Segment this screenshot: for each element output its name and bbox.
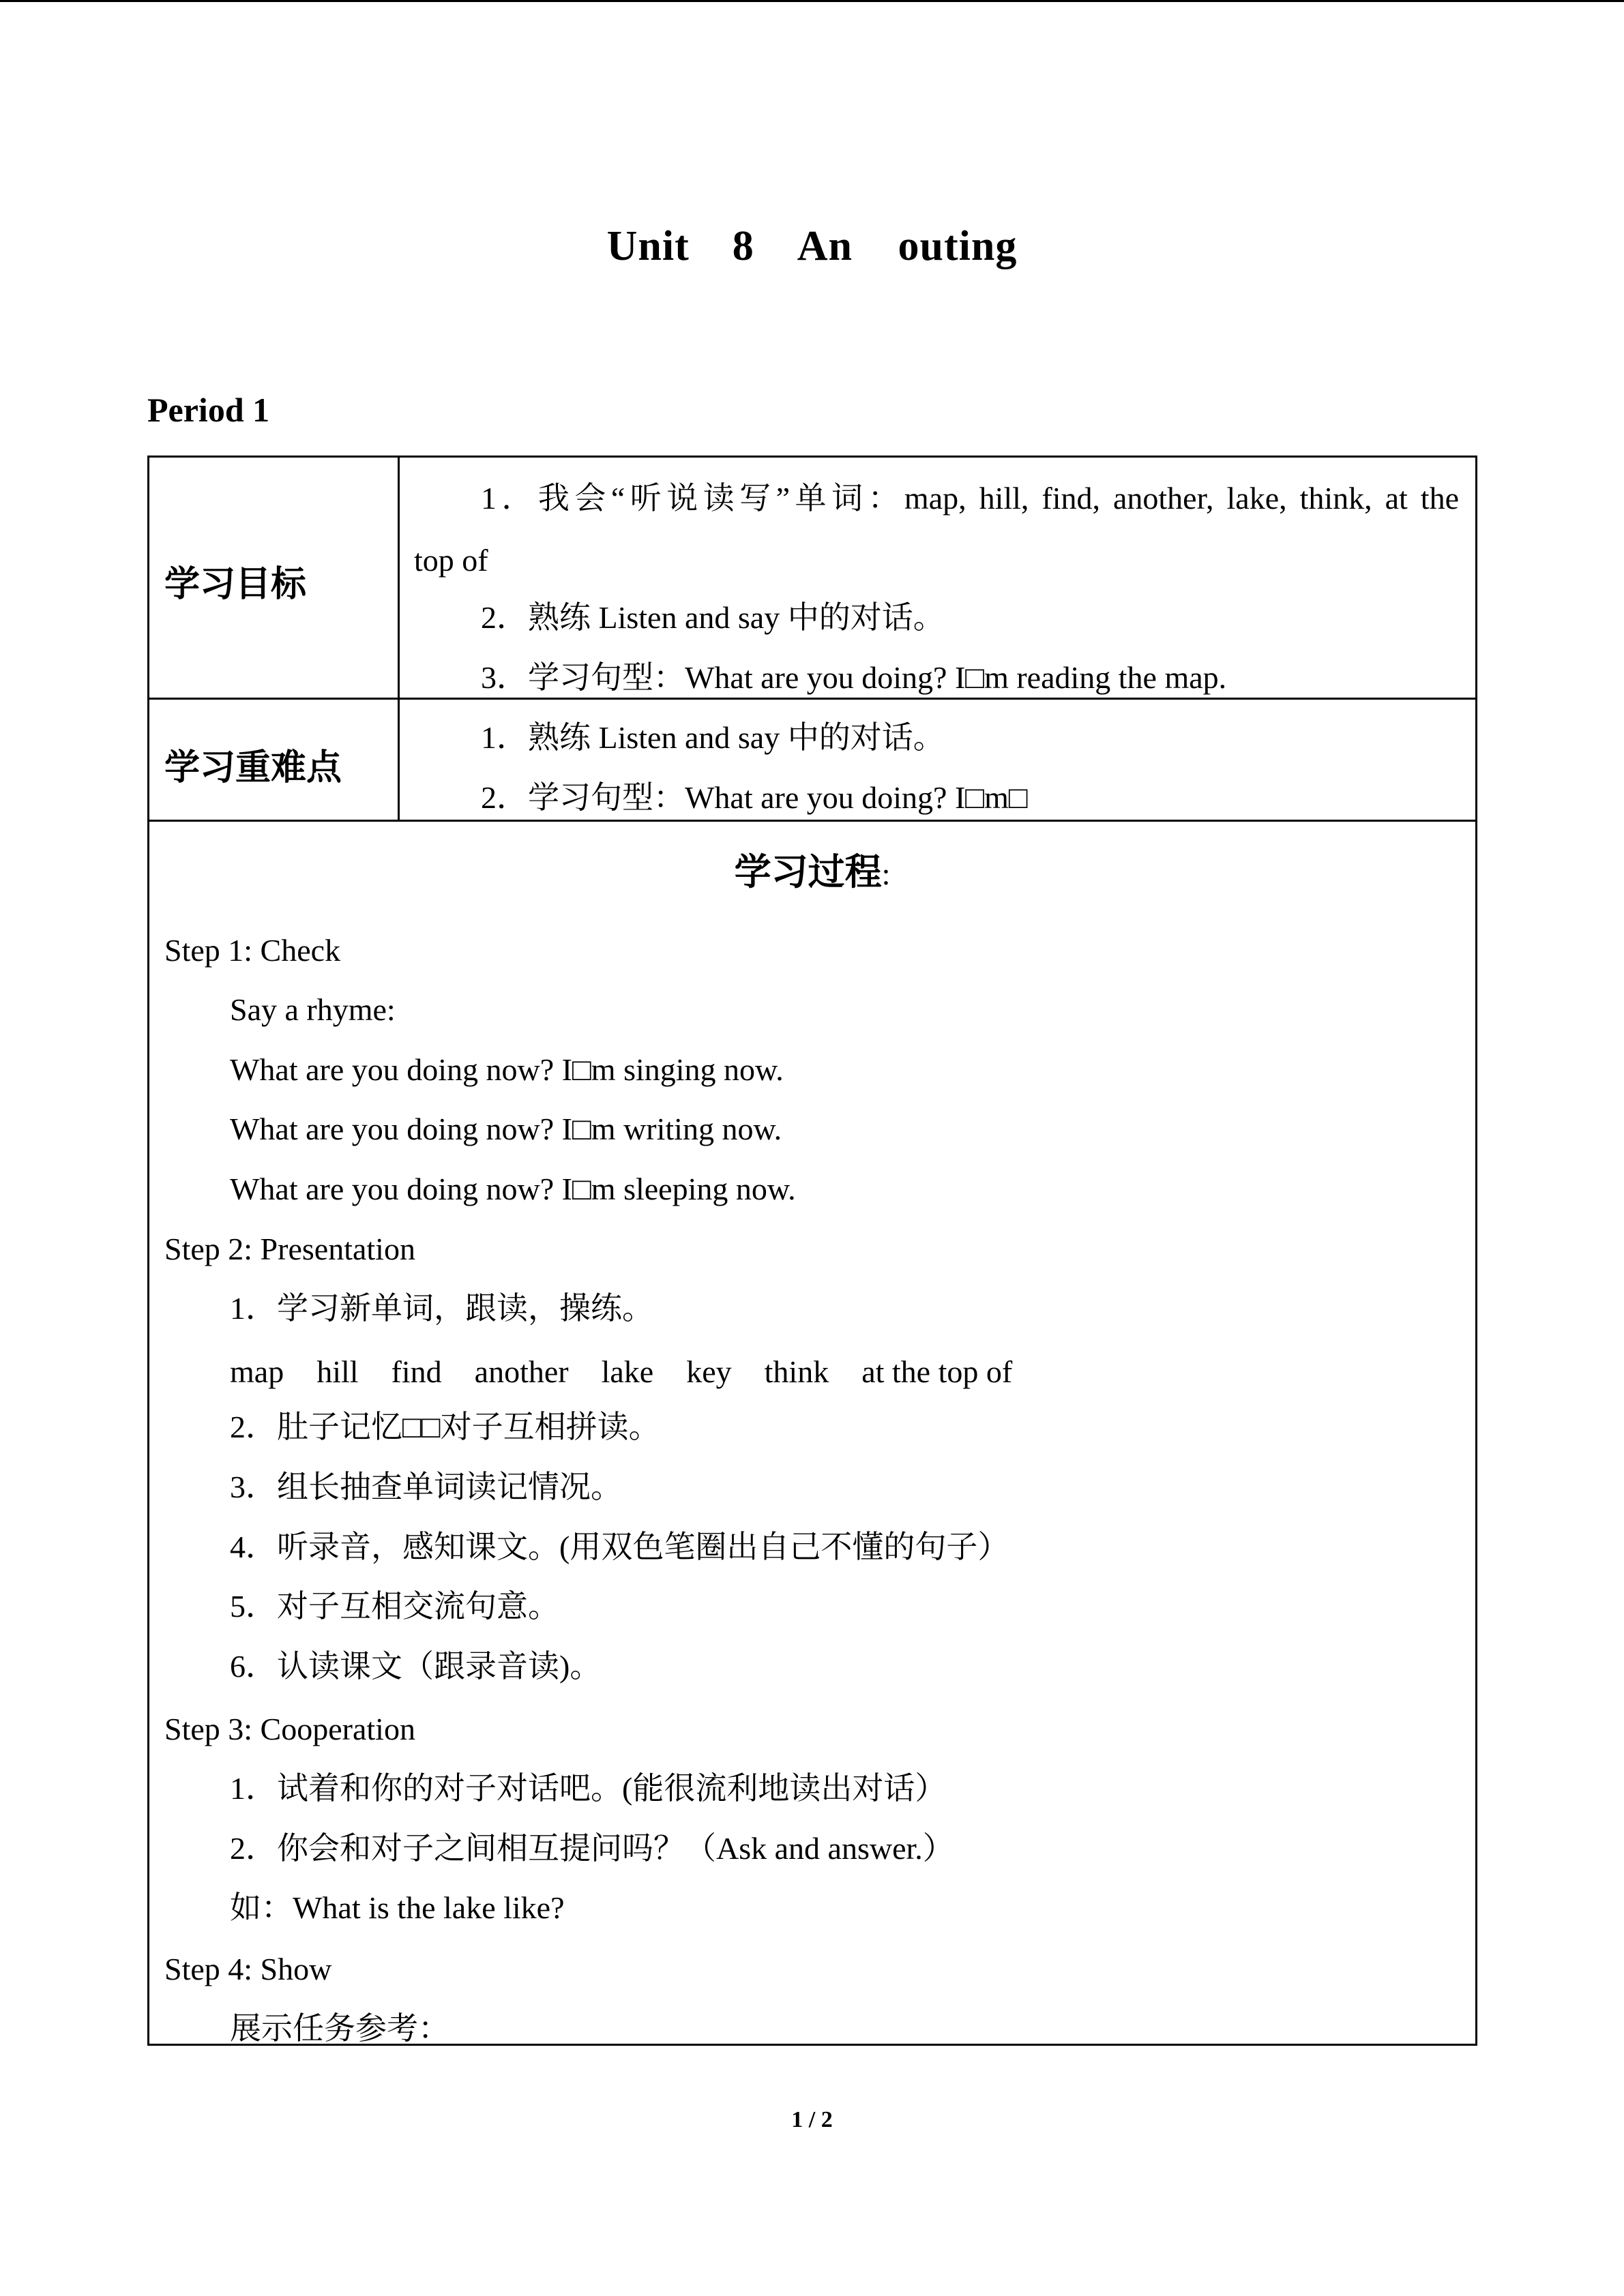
vocabulary-word: think	[764, 1354, 829, 1389]
objectives-line-3: 3．学习句型：What are you doing? I□m reading the map.	[481, 660, 1227, 695]
step-1-line: Say a rhyme:	[230, 992, 396, 1027]
page-number: 1 / 2	[791, 2107, 833, 2132]
vocabulary-word: at the top of	[861, 1354, 1013, 1389]
step-1-line: What are you doing now? I□m singing now.	[230, 1052, 784, 1087]
step-2-line: 3．组长抽查单词读记情况。	[230, 1470, 622, 1504]
objectives-line-2: 2．熟练 Listen and say 中的对话。	[481, 600, 945, 635]
step-3-line: 如：What is the lake like?	[230, 1890, 565, 1925]
key-points-line-1: 1．熟练 Listen and say 中的对话。	[481, 720, 945, 755]
step-3-title: Step 3: Cooperation	[164, 1712, 415, 1746]
column-divider	[398, 458, 400, 820]
vocabulary-word: another	[474, 1354, 569, 1389]
step-1-line: What are you doing now? I□m writing now.	[230, 1112, 782, 1146]
key-points-line-2: 2．学习句型：What are you doing? I□m□	[481, 780, 1028, 815]
step-2-line: 1．学习新单词，跟读，操练。	[230, 1291, 653, 1326]
vocabulary-word-list	[230, 1356, 1012, 1388]
process-heading-colon: :	[881, 856, 891, 891]
step-2-line: 4．听录音，感知课文。(用双色笔圈出自己不懂的句子）	[230, 1530, 1009, 1564]
step-2-title: Step 2: Presentation	[164, 1232, 415, 1266]
step-2-line: 6．认读课文（跟录音读)。	[230, 1649, 602, 1684]
process-heading	[149, 843, 1475, 895]
period-heading: Period 1	[147, 391, 270, 429]
vocabulary-word: map	[230, 1354, 284, 1389]
vocabulary-word: lake	[601, 1354, 654, 1389]
lesson-plan-table	[147, 456, 1477, 2046]
step-3-line: 1．试着和你的对子对话吧。(能很流利地读出对话）	[230, 1771, 947, 1806]
top-border-rule	[0, 0, 1624, 2]
step-4-line: 展示任务参考：	[230, 2011, 449, 2046]
step-2-line: 5．对子互相交流句意。	[230, 1589, 559, 1624]
row-divider-1	[149, 698, 1475, 700]
step-3-line: 2．你会和对子之间相互提问吗？（Ask and answer.）	[230, 1831, 954, 1866]
vocabulary-word: key	[686, 1354, 732, 1389]
objectives-label: 学习目标	[164, 564, 307, 605]
step-1-line: What are you doing now? I□m sleeping now.	[230, 1172, 796, 1206]
page-title: Unit 8 An outing	[606, 223, 1018, 269]
step-4-title: Step 4: Show	[164, 1952, 332, 1986]
process-heading-text: 学习过程	[734, 850, 882, 893]
key-points-label: 学习重难点	[164, 747, 342, 788]
objectives-line-1-cont: top of	[414, 543, 488, 578]
objectives-line-1: 1．我会“听说读写”单词：map, hill, find, another, lake, think, at the	[481, 481, 1459, 516]
vocabulary-word: find	[391, 1354, 442, 1389]
step-1-title: Step 1: Check	[164, 933, 341, 968]
step-2-line: 2．肚子记忆□□对子互相拼读。	[230, 1410, 660, 1444]
row-divider-2	[149, 820, 1475, 822]
vocabulary-word: hill	[316, 1354, 359, 1389]
